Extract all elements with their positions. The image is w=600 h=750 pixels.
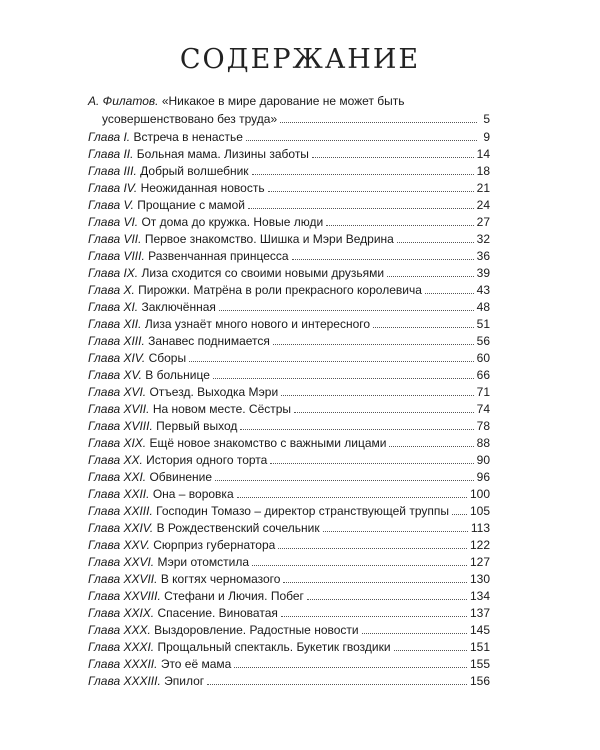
chapter-number: Глава XVIII. [88, 419, 153, 433]
entry-label [88, 164, 249, 178]
entry-label [88, 674, 204, 688]
entry-label [88, 521, 320, 535]
page-number: 100 [469, 487, 490, 501]
page-number: 130 [469, 572, 490, 586]
leader-dots [326, 224, 473, 226]
toc-entry[interactable] [88, 331, 490, 348]
page-number: 151 [469, 640, 490, 654]
chapter-number: Глава XXI. [88, 470, 147, 484]
page-number: 5 [483, 112, 490, 126]
chapter-number: Глава XXV. [88, 538, 150, 552]
toc-entry[interactable] [88, 382, 490, 399]
page-number: 32 [476, 232, 490, 246]
toc-entry[interactable] [88, 365, 490, 382]
chapter-number: Глава V. [88, 198, 134, 212]
chapter-title: Больная мама. Лизины заботы [136, 147, 309, 161]
entry-label [88, 232, 394, 246]
chapter-number: Глава XXVII. [88, 572, 158, 586]
chapter-title: Неожиданная новость [140, 181, 265, 195]
chapter-title: Это её мама [160, 657, 232, 671]
toc-entry[interactable] [88, 637, 490, 654]
chapter-number: Глава IX. [88, 266, 139, 280]
chapter-title: Первый выход [156, 419, 238, 433]
page-number: 137 [469, 606, 490, 620]
page-number: 48 [476, 300, 490, 314]
chapter-title: В когтях черномазого [160, 572, 281, 586]
page-number: 113 [470, 521, 490, 535]
chapter-title: Встреча в ненастье [133, 130, 243, 144]
entry-label [88, 555, 249, 569]
entry-label [88, 572, 280, 586]
toc-entry-preface[interactable] [88, 93, 490, 126]
page-number: 145 [469, 623, 490, 637]
page-number: 9 [483, 130, 490, 144]
preface-author: А. Филатов. [88, 94, 159, 108]
chapter-title: Ещё новое знакомство с важными лицами [149, 436, 387, 450]
toc-entry[interactable] [88, 518, 490, 535]
toc-entry[interactable] [88, 127, 490, 144]
leader-dots [246, 139, 477, 141]
toc-entry[interactable] [88, 467, 490, 484]
chapter-number: Глава XIII. [88, 334, 145, 348]
leader-dots [215, 479, 474, 481]
leader-dots [207, 683, 467, 685]
toc-entry[interactable] [88, 603, 490, 620]
toc-entry[interactable] [88, 161, 490, 178]
page-number: 105 [469, 504, 490, 518]
page-number: 60 [476, 351, 490, 365]
chapter-number: Глава XXXIII. [88, 674, 161, 688]
chapter-title: Обвинение [149, 470, 213, 484]
page-number: 43 [476, 283, 490, 297]
toc-entry[interactable] [88, 671, 490, 688]
leader-dots [268, 190, 474, 192]
toc-entry[interactable] [88, 229, 490, 246]
entry-label [88, 283, 422, 297]
page-number: 39 [476, 266, 490, 280]
leader-dots [252, 564, 467, 566]
toc-entry[interactable] [88, 586, 490, 603]
toc-entry[interactable] [88, 569, 490, 586]
leader-dots [292, 258, 474, 260]
entry-label [88, 266, 384, 280]
page-number: 24 [476, 198, 490, 212]
chapter-number: Глава XXIII. [88, 504, 153, 518]
page-number: 127 [469, 555, 490, 569]
chapter-title: Добрый волшебник [140, 164, 249, 178]
preface-text-1: «Никакое в мире дарование не может быть [161, 94, 405, 108]
leader-dots [389, 445, 473, 447]
toc-entry[interactable] [88, 263, 490, 280]
page-number: 51 [476, 317, 490, 331]
chapter-number: Глава XXVIII. [88, 589, 161, 603]
page-number: 155 [469, 657, 490, 671]
chapter-title: В больнице [145, 368, 210, 382]
chapter-number: Глава VI. [88, 215, 139, 229]
entry-label [88, 470, 212, 484]
entry-label [88, 249, 289, 263]
chapter-title: Сборы [148, 351, 187, 365]
chapter-title: Спасение. Виноватая [157, 606, 278, 620]
leader-dots [373, 326, 474, 328]
chapter-title: Господин Томазо – директор странствующей труппы [156, 504, 449, 518]
toc-entry[interactable] [88, 433, 490, 450]
page-number: 27 [476, 215, 490, 229]
entry-label [88, 538, 275, 552]
leader-dots [213, 377, 474, 379]
page-number: 74 [476, 402, 490, 416]
chapter-number: Глава XVII. [88, 402, 150, 416]
toc-entry[interactable] [88, 620, 490, 637]
chapter-title: История одного торта [146, 453, 268, 467]
leader-dots [273, 343, 474, 345]
page-number: 90 [476, 453, 490, 467]
toc-entry[interactable] [88, 535, 490, 552]
chapter-title: Стефани и Лючия. Побег [164, 589, 304, 603]
entry-label [88, 215, 323, 229]
page-number: 18 [476, 164, 490, 178]
chapter-number: Глава X. [88, 283, 135, 297]
entry-label [88, 351, 186, 365]
leader-dots [281, 615, 467, 617]
entry-label [88, 317, 370, 331]
page-title: СОДЕРЖАНИЕ [179, 44, 421, 75]
chapter-number: Глава XXXII. [88, 657, 158, 671]
leader-dots [452, 513, 467, 515]
leader-dots [397, 241, 474, 243]
entry-label [88, 181, 265, 195]
entry-label [88, 504, 449, 518]
toc-entry[interactable] [88, 399, 490, 416]
leader-dots [248, 207, 474, 209]
leader-dots [219, 309, 474, 311]
entry-label [88, 198, 245, 212]
chapter-title: Лиза узнаёт много нового и интересного [144, 317, 371, 331]
leader-dots [278, 547, 467, 549]
chapter-number: Глава IV. [88, 181, 138, 195]
page-number: 21 [476, 181, 490, 195]
page-number: 78 [476, 419, 490, 433]
chapter-title: От дома до кружка. Новые люди [141, 215, 324, 229]
leader-dots [252, 173, 474, 175]
entry-label [88, 436, 386, 450]
toc-entry[interactable] [88, 450, 490, 467]
leader-dots [280, 121, 477, 123]
leader-dots [307, 598, 467, 600]
entry-label [88, 147, 309, 161]
entry-label [88, 368, 210, 382]
page-number: 56 [476, 334, 490, 348]
chapter-title: Лиза сходится со своими новыми друзьями [141, 266, 385, 280]
page-number: 66 [476, 368, 490, 382]
chapter-number: Глава XXIX. [88, 606, 155, 620]
chapter-number: Глава XVI. [88, 385, 147, 399]
chapter-number: Глава XXIV. [88, 521, 154, 535]
page-number: 71 [476, 385, 490, 399]
chapter-title: Прощальный спектакль. Букетик гвоздики [157, 640, 391, 654]
toc-entry[interactable] [88, 195, 490, 212]
chapter-title: Развенчанная принцесса [148, 249, 289, 263]
chapter-title: В Рождественский сочельник [156, 521, 320, 535]
chapter-number: Глава XV. [88, 368, 142, 382]
chapter-title: Выздоровление. Радостные новости [154, 623, 359, 637]
toc-entry[interactable] [88, 144, 490, 161]
page-number: 134 [469, 589, 490, 603]
toc-entry[interactable] [88, 552, 490, 569]
entry-label [88, 130, 243, 144]
leader-dots [294, 411, 474, 413]
chapter-number: Глава XXII. [88, 487, 150, 501]
toc-entry[interactable] [88, 178, 490, 195]
leader-dots [387, 275, 474, 277]
chapter-number: Глава VII. [88, 232, 142, 246]
chapter-title: Пирожки. Матрёна в роли прекрасного королевича [138, 283, 422, 297]
chapter-title: На новом месте. Сёстры [152, 402, 292, 416]
chapter-number: Глава XI. [88, 300, 139, 314]
chapter-number: Глава XXX. [88, 623, 151, 637]
chapter-number: Глава I. [88, 130, 131, 144]
chapter-title: Прощание с мамой [137, 198, 245, 212]
leader-dots [189, 360, 474, 362]
toc-entry[interactable] [88, 416, 490, 433]
entry-label [88, 419, 237, 433]
chapter-number: Глава III. [88, 164, 137, 178]
toc-entry[interactable] [88, 280, 490, 297]
toc-entry[interactable] [88, 212, 490, 229]
toc-entry[interactable] [88, 654, 490, 671]
leader-dots [270, 462, 473, 464]
entry-label [88, 402, 291, 416]
chapter-number: Глава VIII. [88, 249, 145, 263]
toc-entry[interactable] [88, 484, 490, 501]
toc-entry[interactable] [88, 314, 490, 331]
entry-label [88, 487, 234, 501]
chapter-title: Заключённая [141, 300, 216, 314]
page-number: 36 [476, 249, 490, 263]
toc-entry[interactable] [88, 348, 490, 365]
entry-label [88, 334, 270, 348]
preface-line-1 [88, 93, 490, 110]
entry-label [88, 606, 278, 620]
toc-entry[interactable] [88, 246, 490, 263]
table-of-contents [88, 93, 490, 688]
chapter-number: Глава XIX. [88, 436, 147, 450]
leader-dots [323, 530, 468, 532]
page-number: 122 [469, 538, 490, 552]
chapter-title: Она – воровка [152, 487, 234, 501]
chapter-number: Глава XII. [88, 317, 142, 331]
chapter-title: Мэри отомстила [157, 555, 250, 569]
chapter-number: Глава XXVI. [88, 555, 155, 569]
chapter-title: Занавес поднимается [148, 334, 270, 348]
preface-text-2: усовершенствовано без труда» [102, 112, 278, 126]
leader-dots [283, 581, 467, 583]
entry-label [88, 385, 278, 399]
entry-label [88, 640, 391, 654]
leader-dots [362, 632, 467, 634]
page-number: 14 [476, 147, 490, 161]
page-number: 96 [476, 470, 490, 484]
entry-label [88, 589, 304, 603]
chapter-number: Глава XXXI. [88, 640, 155, 654]
entry-label [88, 453, 267, 467]
entry-label [88, 657, 231, 671]
leader-dots [240, 428, 473, 430]
toc-entry[interactable] [88, 297, 490, 314]
chapter-number: Глава XIV. [88, 351, 146, 365]
leader-dots [281, 394, 473, 396]
chapter-title: Первое знакомство. Шишка и Мэри Ведрина [144, 232, 394, 246]
toc-entry[interactable] [88, 501, 490, 518]
page-number: 88 [476, 436, 490, 450]
chapter-number: Глава II. [88, 147, 134, 161]
page-number: 156 [469, 674, 490, 688]
chapter-title: Сюрприз губернатора [153, 538, 276, 552]
leader-dots [312, 156, 474, 158]
chapter-title: Отъезд. Выходка Мэри [149, 385, 279, 399]
chapter-number: Глава XX. [88, 453, 143, 467]
entry-label [88, 623, 359, 637]
entry-label [88, 300, 216, 314]
chapter-title: Эпилог [164, 674, 205, 688]
leader-dots [425, 292, 474, 294]
leader-dots [237, 496, 467, 498]
leader-dots [394, 649, 467, 651]
preface-line-2 [88, 110, 490, 126]
leader-dots [234, 666, 467, 668]
